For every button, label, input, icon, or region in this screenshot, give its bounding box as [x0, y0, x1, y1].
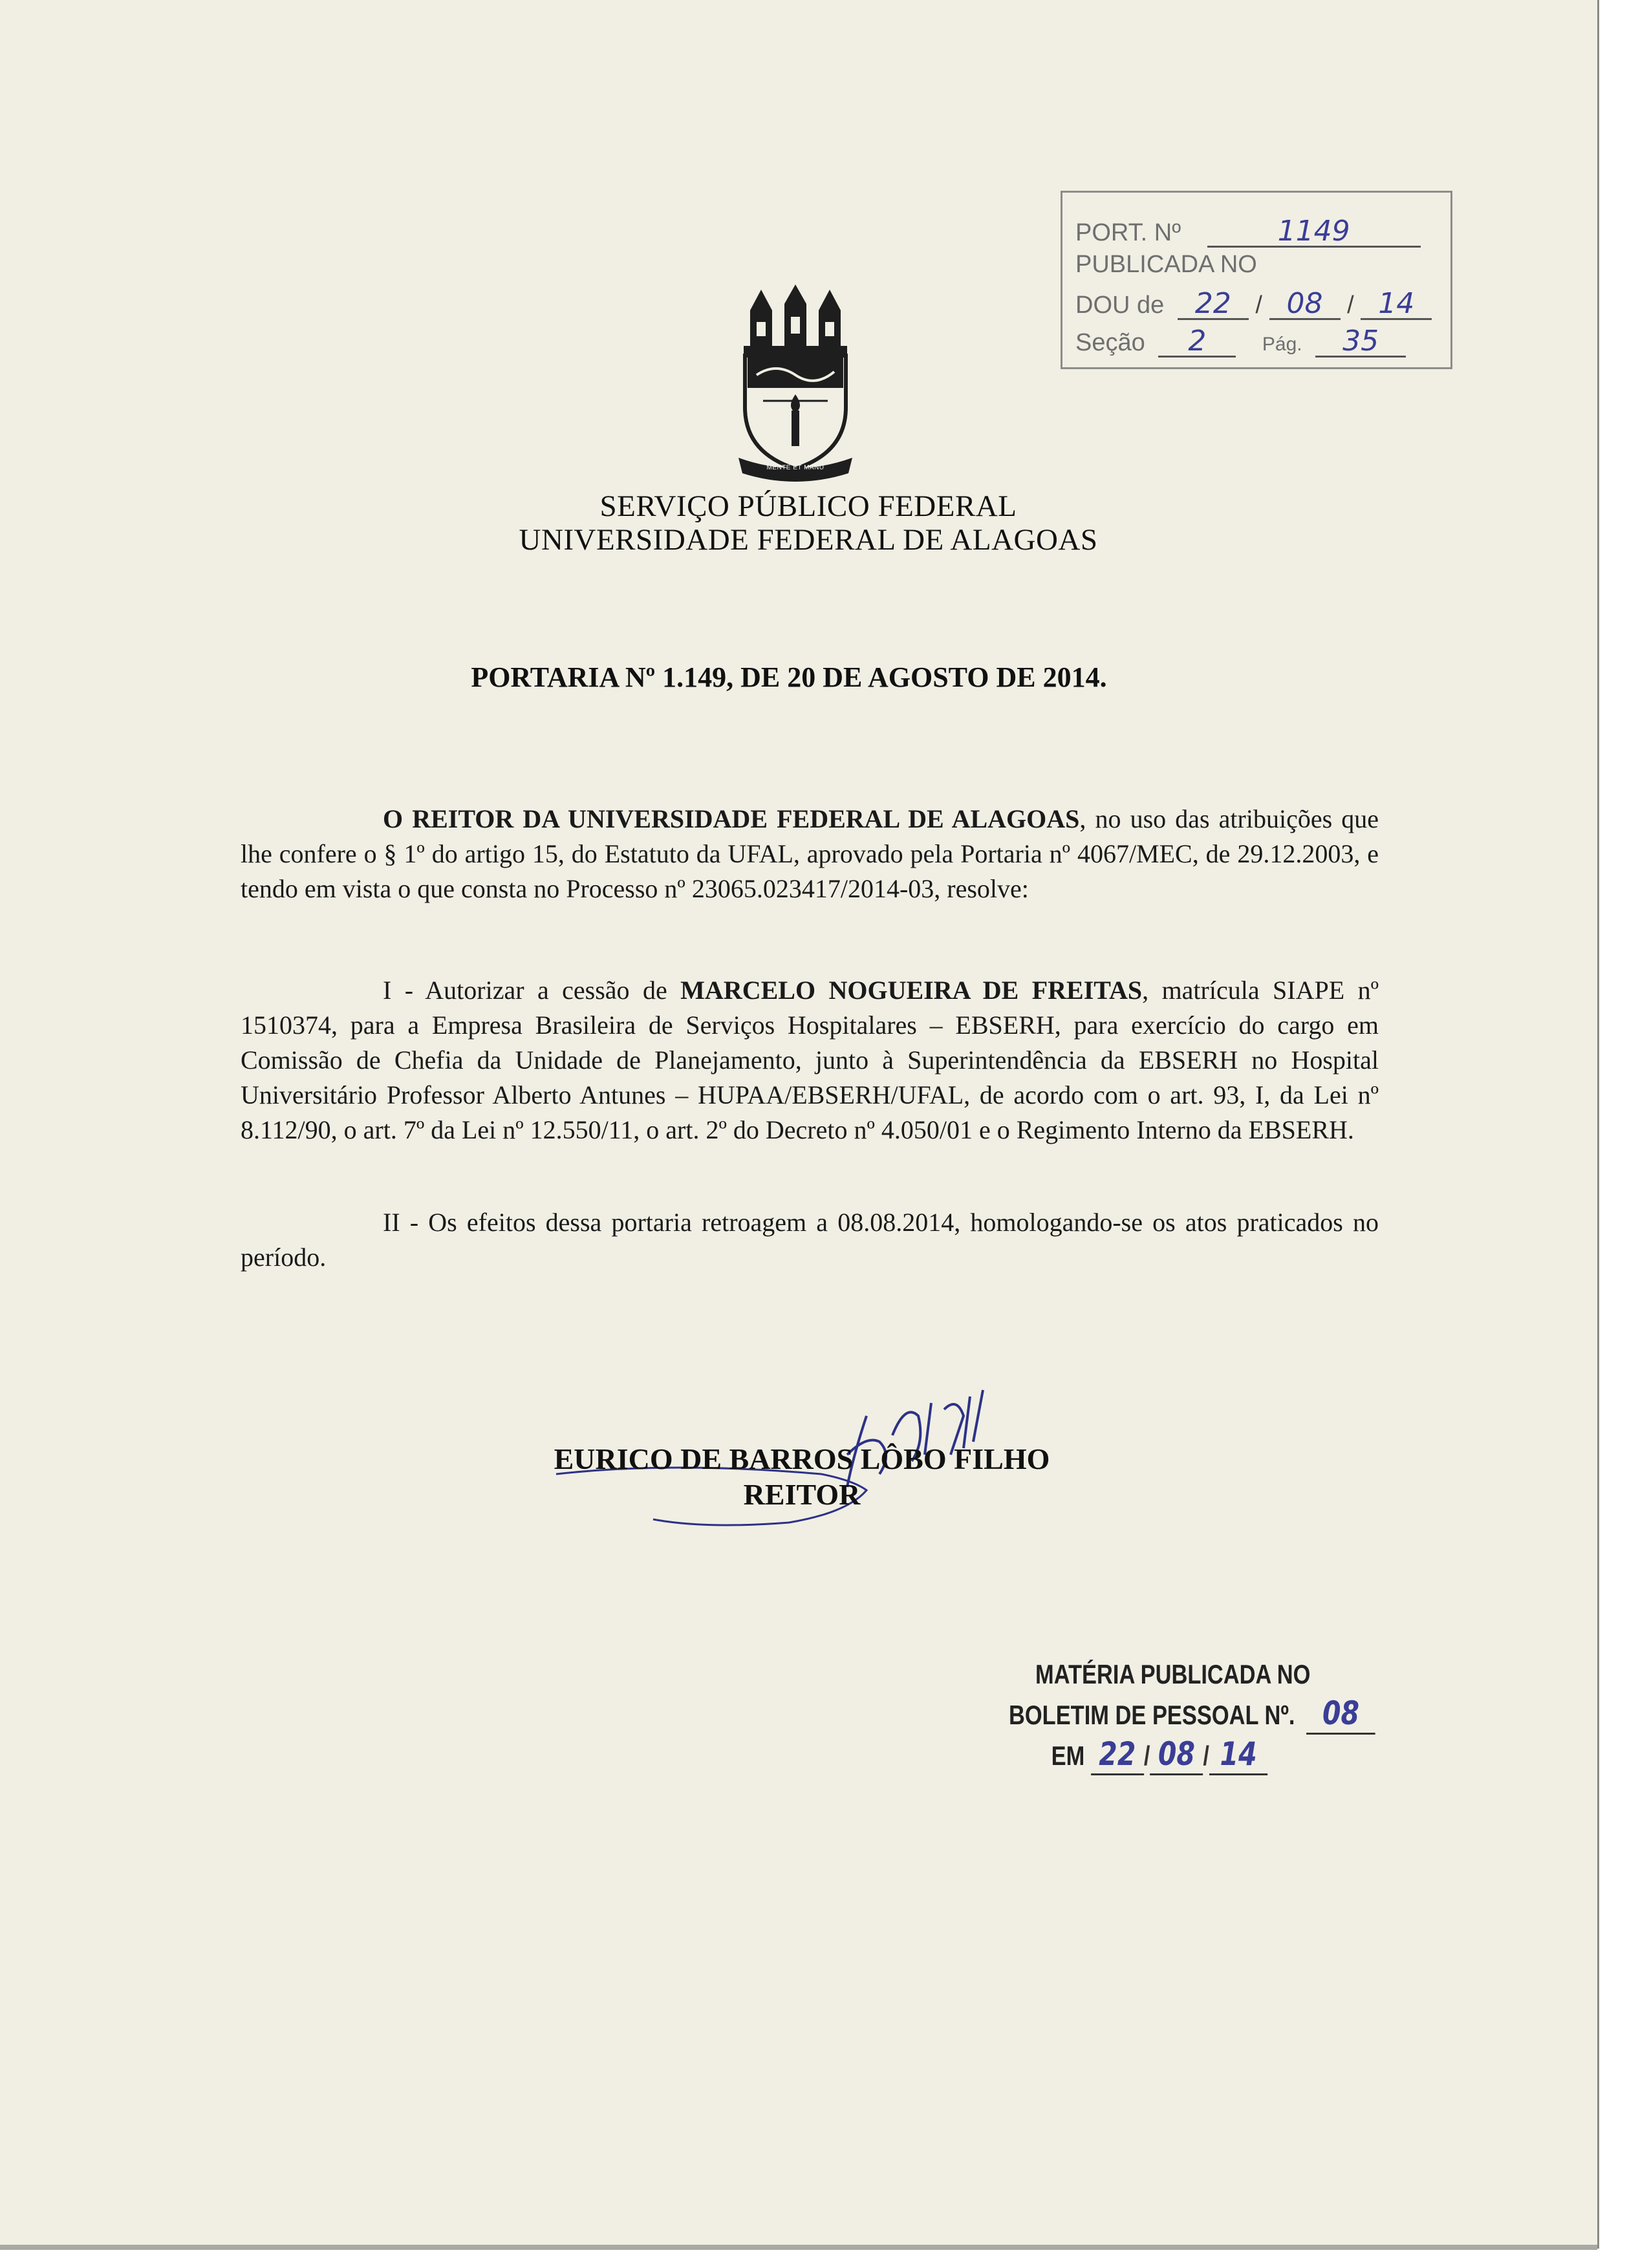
crest-motto: MENTE ET MANU	[766, 464, 824, 471]
bulletin-label: BOLETIM DE PESSOAL Nº.	[1009, 1700, 1295, 1730]
stamp-dou-year: 14	[1361, 290, 1432, 320]
stamp-port-value: 1149	[1207, 217, 1421, 248]
article-1-start: I - Autorizar a cessão de	[383, 976, 681, 1005]
document-title: PORTARIA Nº 1.149, DE 20 DE AGOSTO DE 2014.	[471, 661, 1107, 693]
signatory-role: REITOR	[743, 1478, 861, 1511]
page-edge-shadow	[0, 2245, 1597, 2250]
bulletin-number: 08	[1306, 1694, 1375, 1735]
signatory-name: EURICO DE BARROS LÔBO FILHO	[554, 1442, 1050, 1475]
header-line-2: UNIVERSIDADE FEDERAL DE ALAGOAS	[519, 523, 1098, 557]
stamp-publicada-label: PUBLICADA NO	[1075, 251, 1257, 278]
stamp-port-label: PORT. Nº	[1075, 219, 1181, 246]
paragraph-article-2	[241, 1205, 1379, 1275]
bulletin-publication-stamp: MATÉRIA PUBLICADA NO BOLETIM DE PESSOAL Nº. 08 EM 22 / 08 / 14	[1009, 1655, 1375, 1775]
stamp-secao-value: 2	[1158, 327, 1236, 358]
stamp-dou-month: 08	[1269, 290, 1341, 320]
bulletin-date-label: EM	[1051, 1740, 1085, 1771]
paragraph-article-1	[241, 973, 1379, 1148]
preamble-text: , no uso das atribuições que lhe confere o § 1º do artigo 15, do Estatuto da UFAL, aprovado pela Portaria nº 4067/MEC, de 29.12.2003, e tendo em vista o que consta no Processo nº 23065.023417/2014-03, resolve:	[241, 804, 1379, 903]
header-line-1: SERVIÇO PÚBLICO FEDERAL	[599, 489, 1017, 523]
stamp-pag-value: 35	[1315, 327, 1406, 358]
stamp-secao-label: Seção	[1075, 329, 1145, 356]
stamp-dou-day: 22	[1178, 290, 1249, 320]
article-2-text: II - Os efeitos dessa portaria retroagem a 08.08.2014, homologando-se os atos praticados no período.	[241, 1208, 1379, 1272]
bulletin-line-1: MATÉRIA PUBLICADA NO	[1035, 1659, 1311, 1689]
article-1-bold: MARCELO NOGUEIRA DE FREITAS	[680, 976, 1143, 1005]
bulletin-day: 22	[1091, 1735, 1144, 1775]
paragraph-preamble	[241, 802, 1379, 906]
article-1-text: , matrícula SIAPE nº 1510374, para a Empresa Brasileira de Serviços Hospitalares – EBSERH, para exercício do cargo em Comissão de Chefia da Unidade de Planejamento, junto à Superintendência da EBSERH no Hospital Universitário Professor Alberto Antunes – HUPAA/EBSERH/UFAL, de acordo com o art. 93, I, da Lei nº 8.112/90, o art. 7º da Lei nº 12.550/11, o art. 2º do Decreto nº 4.050/01 e o Regimento Interno da EBSERH.	[241, 976, 1379, 1144]
preamble-bold: O REITOR DA UNIVERSIDADE FEDERAL DE ALAGOAS	[383, 804, 1080, 833]
university-crest-icon	[737, 284, 854, 485]
stamp-dou-label: DOU de	[1075, 292, 1165, 319]
publication-stamp: PORT. Nº 1149 PUBLICADA NO DOU de 22 / 08 / 14 Seção 2 Pág. 35	[1061, 191, 1452, 369]
bulletin-month: 08	[1150, 1735, 1203, 1775]
bulletin-year: 14	[1209, 1735, 1267, 1775]
stamp-pag-label: Pág.	[1262, 334, 1302, 355]
